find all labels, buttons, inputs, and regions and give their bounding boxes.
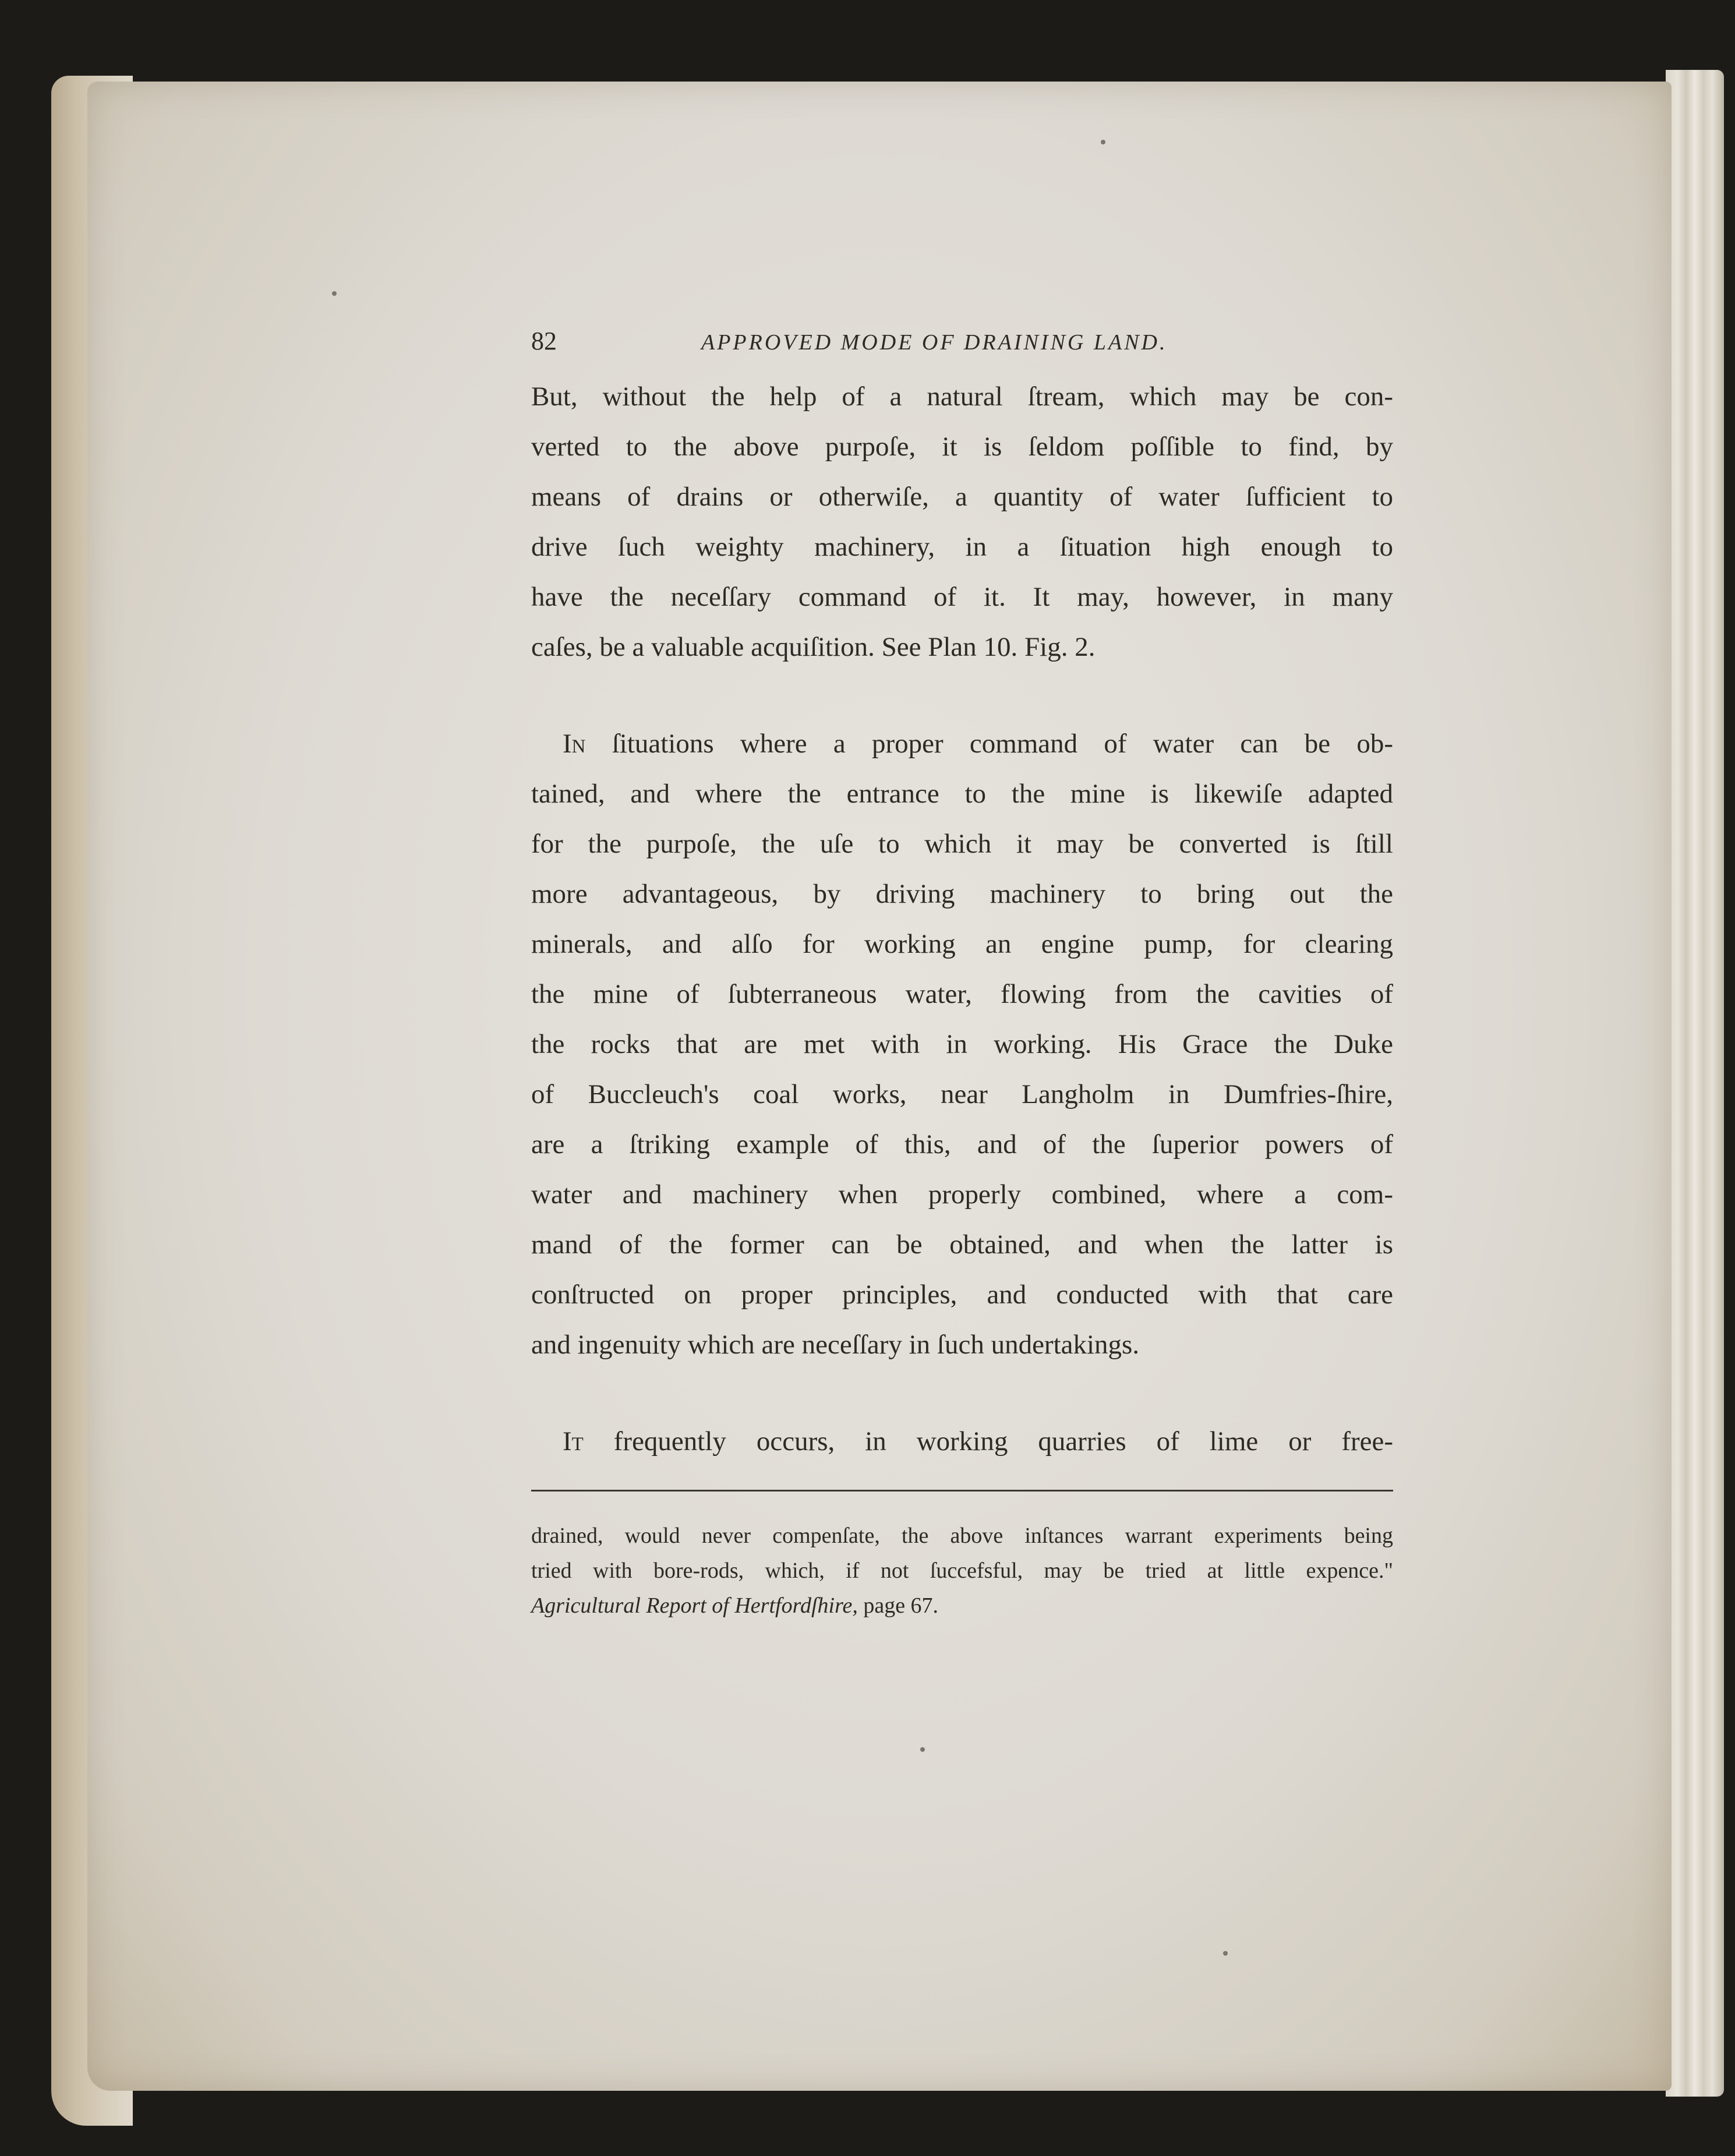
- page-text: [531, 314, 1393, 1623]
- footnote-line: tried with bore-rods, which, if not ſuccefsful, may be tried at little expence.": [531, 1558, 1393, 1583]
- text-line: for the purpoſe, the uſe to which it may be converted is ſtill: [531, 829, 1393, 859]
- text-line: the mine of ſubterraneous water, flowing from the cavities of: [531, 979, 1393, 1009]
- text-line-rest: frequently occurs, in working quarries of lime or free-: [583, 1426, 1393, 1457]
- text-line: the rocks that are met with in working. His Grace the Duke: [531, 1029, 1393, 1059]
- text-line: mand of the former can be obtained, and when the latter is: [531, 1229, 1393, 1260]
- text-line: [531, 1416, 1393, 1466]
- text-line: means of drains or otherwiſe, a quantity of water ſufficient to: [531, 482, 1393, 512]
- footnote-rule: [531, 1490, 1393, 1491]
- footnote: [531, 1518, 1393, 1623]
- text-line: verted to the above purpoſe, it is ſeldom poſſible to find, by: [531, 432, 1393, 462]
- text-line: minerals, and alſo for working an engine pump, for clearing: [531, 929, 1393, 959]
- text-line: have the neceſſary command of it. It may, however, in many: [531, 582, 1393, 612]
- paragraph-lead-word: It: [563, 1426, 584, 1457]
- text-line: But, without the help of a natural ſtream, which may be con-: [531, 381, 1393, 412]
- paragraph-lead-word: In: [563, 729, 586, 759]
- text-line: of Buccleuch's coal works, near Langholm in Dumfries-ſhire,: [531, 1079, 1393, 1109]
- paragraph-1: [531, 372, 1393, 672]
- text-line: caſes, be a valuable acquiſition. See Plan 10. Fig. 2.: [531, 632, 1096, 662]
- paragraph-2: [531, 719, 1393, 1370]
- text-line: are a ſtriking example of this, and of the ſuperior powers of: [531, 1129, 1393, 1160]
- text-line-rest: ſituations where a proper command of water can be ob-: [585, 729, 1393, 759]
- text-line: tained, and where the entrance to the mine is likewiſe adapted: [531, 779, 1393, 809]
- text-line: [531, 719, 1393, 769]
- footnote-source: [531, 1588, 1393, 1623]
- paragraph-3: [531, 1416, 1393, 1466]
- page-number: 82: [531, 327, 557, 355]
- paper-speck: [1223, 1951, 1228, 1956]
- paper-speck: [332, 291, 337, 296]
- running-head: APPROVED MODE OF DRAINING LAND.: [701, 330, 1168, 355]
- right-page-edges: [1666, 70, 1724, 2097]
- text-line: and ingenuity which are neceſſary in ſuch undertakings.: [531, 1330, 1140, 1360]
- footnote-source-page: page 67.: [857, 1593, 939, 1618]
- text-line: water and machinery when properly combined, where a com-: [531, 1179, 1393, 1210]
- text-line: more advantageous, by driving machinery to bring out the: [531, 879, 1393, 909]
- footnote-line: drained, would never compenſate, the above inſtances warrant experiments being: [531, 1524, 1393, 1548]
- footnote-source-title: Agricultural Report of Hertfordſhire,: [531, 1593, 858, 1618]
- page-header: [531, 314, 1393, 367]
- paper-speck: [1101, 140, 1105, 144]
- text-line: drive ſuch weighty machinery, in a ſituation high enough to: [531, 532, 1393, 562]
- paper-speck: [920, 1747, 925, 1752]
- text-line: conſtructed on proper principles, and conducted with that care: [531, 1280, 1393, 1310]
